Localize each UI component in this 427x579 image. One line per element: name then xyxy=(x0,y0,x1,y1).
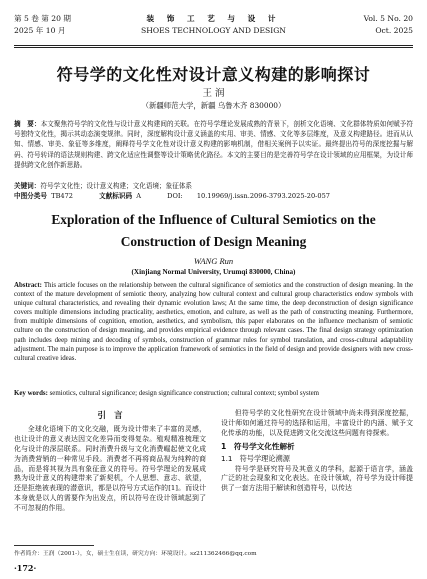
journal-name-cn: 装 饰 工 艺 与 设 计 xyxy=(146,14,281,23)
section-1-heading: 1 符号学文化性解析 xyxy=(221,441,295,451)
abstract-label-en: Abstract: xyxy=(14,282,42,289)
volume-issue-cn: 第 5 卷 第 20 期 xyxy=(14,14,71,23)
volume-issue-en: Vol. 5 No. 20 xyxy=(363,14,413,23)
section-1-1-heading: 1.1 符号学理论溯源 xyxy=(221,453,290,463)
journal-name-en: SHOES TECHNOLOGY AND DESIGN xyxy=(141,26,286,35)
title-cn: 符号学的文化性对设计意义构建的影响探讨 xyxy=(56,65,371,84)
abstract-text-cn: 本文聚焦符号学的文化性与设计意义构建间的关联。在符号学理论发展成熟的背景下，剖析文化语境、文化群体特质如何赋予符号独特文化性，揭示其动态演变规律。同时，深度解构设计意义涵盖的实用、审美、情感、文化等多层维度，及意义构建路径。进而从认知、情感、审美、象征等多维度，阐释符号学文化性对设计意义构建的影响机制，借相关案例予以实证。最终提出符号的深度挖掘与解码、符号转译的语法规则构建、跨文化适应性调整等设计策略优化路径。本文的主要目的是完善符号学在设计领域的应用框架，为设计师提供跨文化创作新思路。 xyxy=(14,120,413,169)
keywords-text-cn: 符号学文化性；设计意义构建；文化语境；象征体系 xyxy=(40,182,193,190)
keywords-text-en: semiotics, cultural significance; design significance construction; cultural context; symbol system xyxy=(49,390,320,397)
clc-value: TB472 xyxy=(51,192,74,200)
keywords-cn xyxy=(14,181,413,191)
header-rule-thin xyxy=(14,47,413,48)
classification-line xyxy=(14,191,413,201)
section-1-1-paragraph: 符号学是研究符号及其意义的学科，起源于语言学，涵盖广泛的社会现象和文化表达。在设计领域，符号学为设计师提供了一套方法用于解读和创造符号，以传达 xyxy=(221,464,413,493)
running-header xyxy=(14,13,413,43)
body-column-left xyxy=(14,409,206,514)
keywords-en xyxy=(14,389,413,398)
abstract-label-cn: 摘 要： xyxy=(14,120,41,128)
clc-label: 中图分类号 xyxy=(14,192,47,200)
doc-code-value: A xyxy=(136,192,142,200)
doi-value: 10.19969/j.issn.2096-3793.2025-20-057 xyxy=(196,192,330,200)
footnote-rule xyxy=(14,545,94,546)
title-en: Exploration of the Influence of Cultural Semiotics on the Construction of Design Meaning xyxy=(51,212,376,249)
doi-label: DOI: xyxy=(167,192,183,200)
affiliation-cn: （新疆师范大学，新疆 乌鲁木齐 830000） xyxy=(141,101,286,110)
intro-paragraph-cont: 但符号学的文化性研究在设计领域中尚未得到深度挖掘，设计师如何通过符号的选择和运用，丰富设计的内涵、赋予文化传承的功能，以及促进跨文化交流这些问题有待探索。 xyxy=(221,409,413,437)
author-en: WANG Run xyxy=(193,256,234,266)
header-rule xyxy=(14,45,413,46)
affiliation-en: (Xinjiang Normal University, Urumqi 830000, China) xyxy=(131,268,296,276)
page-number: ·172· xyxy=(14,563,37,573)
intro-heading: 引 言 xyxy=(97,410,123,420)
intro-paragraph: 全球化语境下的文化交融，既为设计带来了丰富的灵感，也让设计的意义表达因文化差异而变得复杂。殖观精准梳理文化与设计的深层联系。同时消费升级与文化消费崛起使文化成为消费营销的一种常见手段。消费者不再将商品视为纯粹的商品，而是将其视为具有象征意义的符号。符号学理论的发展成熟为设计意义的构建带来了新契机，个人思想、意志、欲望，还是拒绝被表现的潜意识，都是以符号方式运作的[1]。而设计本身就是以人的需要作为出发点，所以符号在设计领域起到了不可忽视的作用。 xyxy=(14,424,206,513)
date-cn: 2025 年 10 月 xyxy=(14,26,66,35)
date-en: Oct. 2025 xyxy=(375,26,413,35)
body-column-right xyxy=(221,409,413,494)
keywords-label-cn: 关键词： xyxy=(14,182,41,190)
abstract-cn xyxy=(14,119,413,181)
keywords-label-en: Key words: xyxy=(14,390,48,397)
author-footnote: 作者简介：王润（2001-），女，硕士生在读，研究方向：环境设计。sz211362466@qq.com xyxy=(14,551,257,557)
doc-code-label: 文献标识码 xyxy=(99,192,133,200)
abstract-text-en: This article focuses on the relationship between the cultural significance of semiotics and the construction of design meaning. In the context of the mature development of semiotic theory, analyzing how cultural context and cultural group characteristics endow symbols with unique cultural characteristics, and revealing their dynamic evolution laws; At the same time, the deep deconstruction of design significance covers multiple dimensions including practicality, aesthetics, emotion, and culture, as well as the path of constructing meaning. Furthermore, from multiple dimensions of cognition, emotion, aesthetics, and symbolism, this paper elaborates on the influence mechanism of semiotic culture on the construction of design meaning, and provides empirical evidence through relevant cases. The final design strategy optimization path includes deep mining and decoding of symbols, construction of grammar rules for symbol translation, and cross-cultural adaptability adjustment. The main purpose is to improve the application framework of semiotics in the field of design and provide designers with new cross-cultural creative ideas. xyxy=(14,282,413,362)
abstract-en xyxy=(14,281,413,387)
author-cn: 王 润 xyxy=(202,88,225,99)
